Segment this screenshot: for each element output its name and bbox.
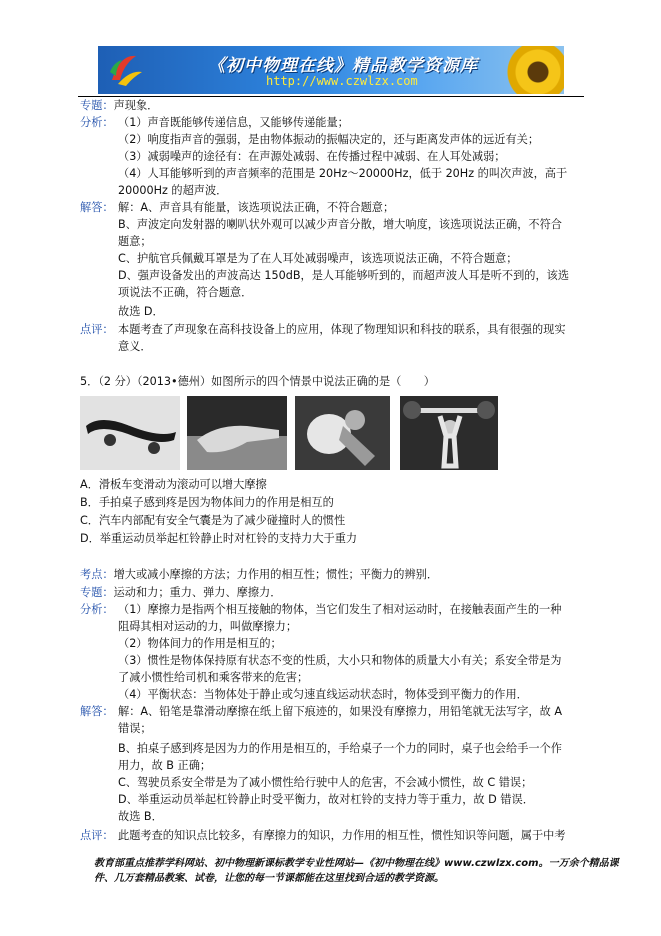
prev-comment-label: 点评： (80, 323, 114, 336)
prev-answer-line: D、强声设备发出的声波高达 150dB，是人耳能够听到的，而超声波人耳是听不到的，该选 (118, 269, 570, 282)
solution-point-value: 增大或减小摩擦的方法；力作用的相互性；惯性；平衡力的辨别． (113, 568, 439, 581)
banner-title: 《初中物理在线》精品教学资源库 (208, 56, 478, 76)
question-stem: 5．（2 分）（2013•德州）如图所示的四个情景中说法正确的是（ ） (80, 375, 435, 388)
solution-answer-label: 解答： (80, 705, 114, 718)
solution-point-label: 考点： (80, 568, 114, 581)
solution-analysis-line: （3）惯性是物体保持原有状态不变的性质，大小只和物体的质量大小有关；系安全带是为 (118, 654, 562, 667)
footer-line: 件、几万套精品教案、试卷，让您的每一节课都能在这里找到合适的教学资源。 (94, 873, 444, 884)
prev-analysis-line: 20000Hz 的超声波． (118, 184, 228, 197)
banner-url[interactable]: http://www.czwlzx.com (266, 74, 418, 88)
solution-comment-label: 点评： (80, 829, 114, 842)
solution-analysis-line: （4）平衡状态：当物体处于静止或匀速直线运动状态时，物体受到平衡力的作用． (118, 688, 528, 701)
prev-topic-value: 声现象． (113, 99, 159, 112)
solution-analysis-line: （2）物体间力的作用是相互的； (118, 637, 282, 650)
prev-analysis-label: 分析： (80, 116, 114, 129)
solution-topic-value: 运动和力；重力、弹力、摩擦力． (113, 586, 282, 599)
solution-analysis-label: 分析： (80, 603, 114, 616)
solution-answer-line: C、驾驶员系安全带是为了减小惯性给行驶中人的危害，不会减小惯性，故 C 错误； (118, 776, 533, 789)
solution-point (80, 566, 438, 583)
solution-analysis-line: （1）摩擦力是指两个相互接触的物体，当它们发生了相对运动时，在接触表面产生的一种 (118, 603, 562, 616)
prev-answer-line: 故选 D． (118, 305, 164, 318)
prev-analysis-line: （3）减弱噪声的途径有：在声源处减弱、在传播过程中减弱、在人耳处减弱； (118, 150, 506, 163)
solution-answer-line: 解：A、铅笔是靠滑动摩擦在纸上留下痕迹的，如果没有摩擦力，用铅笔就无法写字，故 A (118, 705, 562, 718)
prev-analysis-line: （4）人耳能够听到的声音频率的范围是 20Hz～20000Hz，低于 20Hz 的叫次声波，高于 (118, 167, 568, 180)
solution-comment-line: 此题考查的知识点比较多，有摩擦力的知识，力作用的相互性，惯性知识等问题，属于中考 (118, 829, 566, 842)
option-c: C．汽车内部配有安全气囊是为了减少碰撞时人的惯性 (80, 514, 346, 527)
solution-answer-line: B、拍桌子感到疼是因为力的作用是相互的，手给桌子一个力的同时，桌子也会给手一个作 (118, 742, 562, 755)
question-images (80, 396, 500, 470)
prev-comment-line: 本题考查了声现象在高科技设备上的应用，体现了物理知识和科技的联系，具有很强的现实 (118, 323, 566, 336)
solution-answer-line: 用力，故 B 正确； (118, 759, 212, 772)
prev-analysis-line: （2）响度指声音的强弱，是由物体振动的振幅决定的，还与距离发声体的远近有关； (118, 133, 540, 146)
skateboard-photo-icon (80, 396, 180, 470)
option-a: A．滑板车变滑动为滚动可以增大摩擦 (80, 478, 267, 491)
weightlifter-photo-icon (400, 396, 498, 470)
solution-topic-label: 专题： (80, 586, 114, 599)
prev-analysis-line: （1）声音既能够传递信息，又能够传递能量； (118, 116, 349, 129)
solution-answer-line: 错误； (118, 722, 152, 735)
site-logo-icon (106, 50, 146, 90)
airbag-photo-icon (295, 396, 390, 470)
solution-topic (80, 584, 281, 601)
prev-answer-line: 项说法不正确，符合题意． (118, 286, 253, 299)
footer-line: 教育部重点推荐学科网站、初中物理新课标教学专业性网站—《初中物理在线》www.czwlzx.com。一万余个精品课 (94, 858, 619, 869)
solution-analysis-line: 了减小惯性给司机和乘客带来的危害； (118, 671, 309, 684)
prev-answer-line: C、护航官兵佩戴耳罩是为了在人耳处减弱噪声，该选项说法正确，不符合题意； (118, 252, 518, 265)
solution-answer-line: D、举重运动员举起杠铃静止时受平衡力，故对杠铃的支持力等于重力，故 D 错误． (118, 793, 534, 806)
prev-answer-line: 解：A、声音具有能量，该选项说法正确，不符合题意； (118, 201, 395, 214)
solution-analysis-line: 阻碍其相对运动的力，叫做摩擦力； (118, 620, 298, 633)
option-b: B．手拍桌子感到疼是因为物体间力的作用是相互的 (80, 496, 334, 509)
prev-answer-label: 解答： (80, 201, 114, 214)
hand-on-table-photo-icon (187, 396, 287, 470)
prev-topic (80, 97, 158, 114)
prev-answer-line: B、声波定向发射器的喇叭状外观可以减少声音分散，增大响度，该选项说法正确，不符合 (118, 218, 562, 231)
prev-comment-line: 意义． (118, 340, 152, 353)
option-d: D．举重运动员举起杠铃静止时对杠铃的支持力大于重力 (80, 532, 358, 545)
prev-topic-label: 专题： (80, 99, 114, 112)
header-banner (98, 46, 564, 94)
sunflower-icon (506, 46, 564, 94)
prev-answer-line: 题意； (118, 235, 152, 248)
solution-answer-line: 故选 B． (118, 810, 163, 823)
